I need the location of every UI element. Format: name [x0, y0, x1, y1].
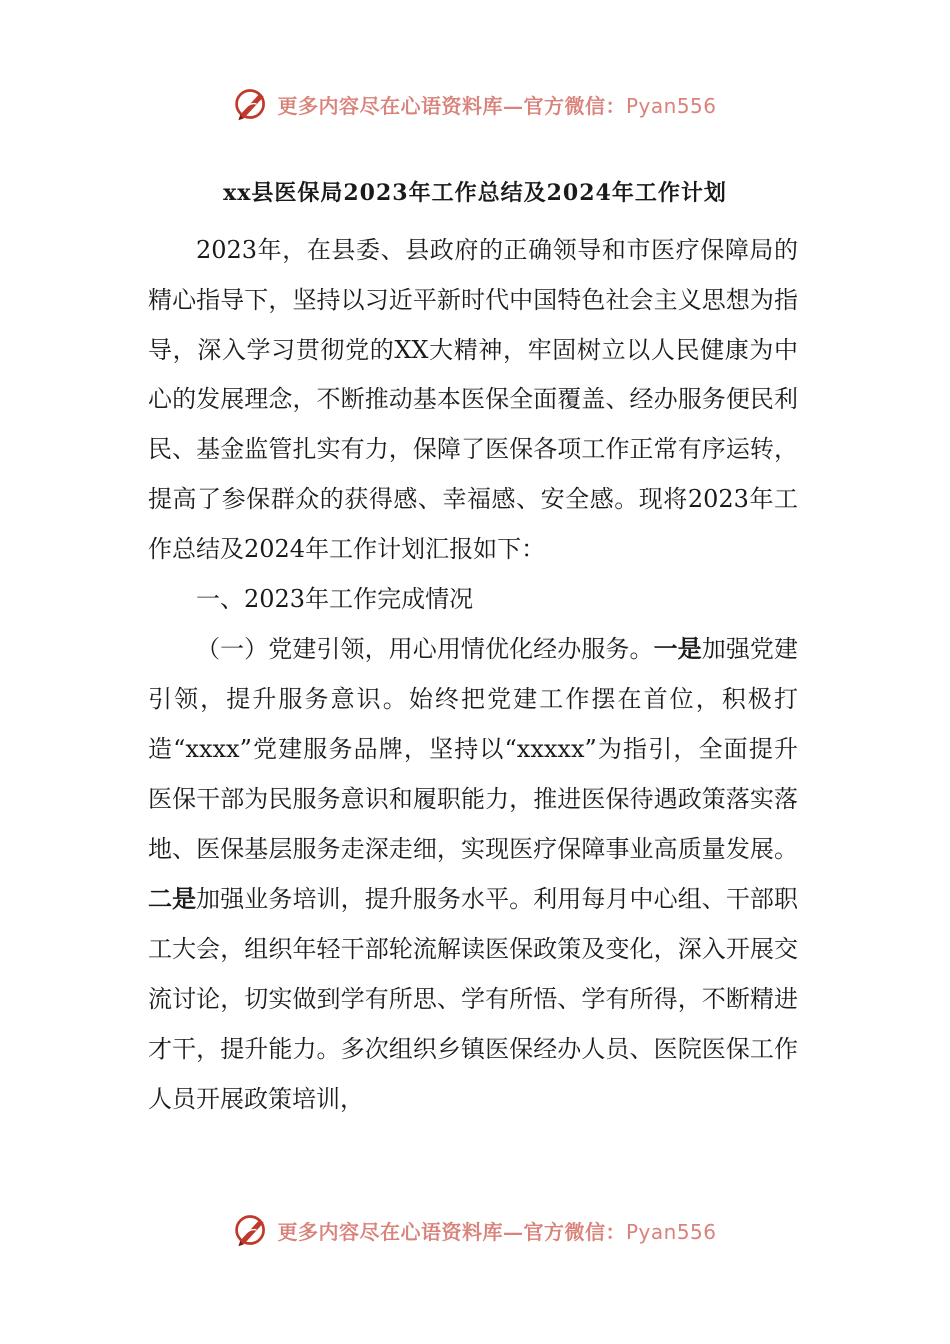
- point-two-label: 二是: [148, 884, 197, 914]
- document-body: [148, 226, 798, 1124]
- pen-logo-icon: [233, 86, 269, 122]
- watermark-text: [277, 90, 716, 119]
- watermark-banner-bottom: [0, 1210, 950, 1250]
- subsection-heading: （一）党建引领，用心用情优化经办服务。: [196, 635, 654, 664]
- watermark-cn-text: 更多内容尽在心语资料库—官方微信：: [277, 1219, 626, 1244]
- wechat-id: Pyan556: [625, 93, 717, 118]
- watermark-text: [277, 1216, 716, 1245]
- watermark-cn-text: 更多内容尽在心语资料库—官方微信：: [277, 93, 626, 118]
- subsection-paragraph: [148, 624, 798, 1124]
- section-heading: 一、2023年工作完成情况: [196, 584, 474, 613]
- pen-logo-icon: [233, 1212, 269, 1248]
- wechat-id: Pyan556: [625, 1219, 717, 1244]
- intro-paragraph: 2023年，在县委、县政府的正确领导和市医疗保障局的精心指导下，坚持以习近平新时代中国特色社会主义思想为指导，深入学习贯彻党的XX大精神，牢固树立以人民健康为中心的发展理念，不断推动基本医保全面覆盖、经办服务便民利民、基金监管扎实有力，保障了医保各项工作正常有序运转，提高了参保群众的获得感、幸福感、安全感。现将2023年工作总结及2024年工作计划汇报如下：: [148, 236, 798, 563]
- document-title: xx县医保局2023年工作总结及2024年工作计划: [223, 180, 727, 206]
- point-one-text: 加强党建引领，提升服务意识。始终把党建工作摆在首位，积极打造“xxxx”党建服务品牌，坚持以“xxxxx”为指引，全面提升医保干部为民服务意识和履职能力，推进医保待遇政策落实落地、医保基层服务走深走细，实现医疗保障事业高质量发展。: [148, 635, 799, 863]
- watermark-banner-top: [0, 84, 950, 124]
- point-two-text: 加强业务培训，提升服务水平。利用每月中心组、干部职工大会，组织年轻干部轮流解读医保政策及变化，深入开展交流讨论，切实做到学有所思、学有所悟、学有所得，不断精进才干，提升能力。多次组织乡镇医保经办人员、医院医保工作人员开展政策培训，: [148, 885, 799, 1113]
- point-one-label: 一是: [653, 634, 702, 664]
